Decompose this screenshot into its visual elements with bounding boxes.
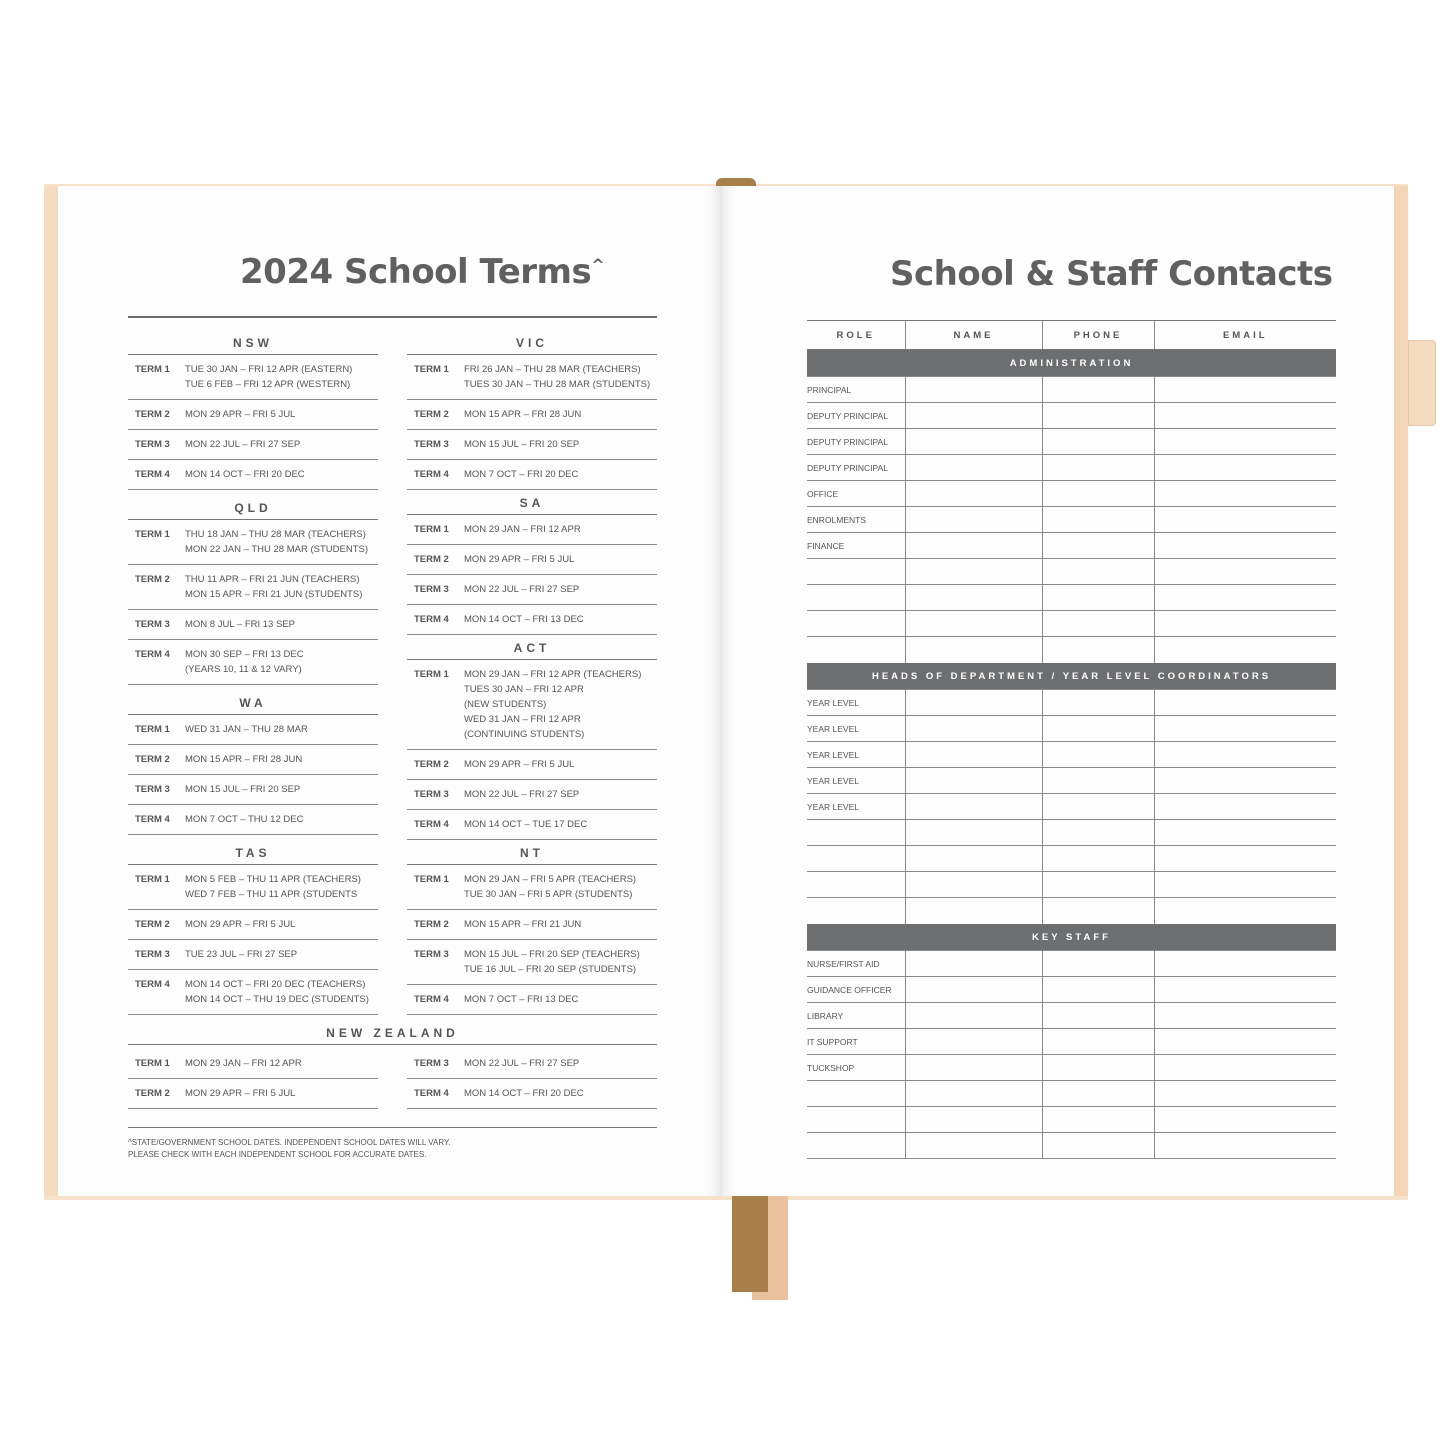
phone-cell[interactable] — [1042, 846, 1154, 872]
term-dates: MON 15 APR – FRI 28 JUN — [185, 754, 303, 765]
term-row — [128, 910, 378, 940]
email-cell[interactable] — [1154, 507, 1336, 533]
term-label: TERM 1 — [135, 874, 170, 885]
term-dates: MON 29 JAN – FRI 12 APR — [464, 524, 581, 535]
term-dates: MON 15 APR – FRI 21 JUN — [464, 919, 582, 930]
contact-row — [807, 611, 1336, 637]
phone-cell[interactable] — [1042, 1081, 1154, 1107]
phone-cell[interactable] — [1042, 872, 1154, 898]
contacts-table — [807, 320, 1336, 1159]
name-cell[interactable] — [905, 507, 1042, 533]
term-row — [407, 1049, 657, 1079]
email-cell[interactable] — [1154, 403, 1336, 429]
term-dates: MON 22 JUL – FRI 27 SEP — [464, 584, 580, 595]
term-dates: MON 14 OCT – FRI 20 DEC (TEACHERS) MON 14 OCT – THU 19 DEC (STUDENTS) — [185, 979, 369, 1005]
name-cell[interactable] — [905, 403, 1042, 429]
nz-left-terms — [128, 1049, 378, 1109]
term-label: TERM 2 — [135, 1088, 170, 1099]
role-cell: DEPUTY PRINCIPAL — [807, 455, 905, 481]
role-cell: YEAR LEVEL — [807, 768, 905, 794]
email-cell[interactable] — [1154, 455, 1336, 481]
term-row — [128, 940, 378, 970]
gap-cell — [905, 898, 1042, 925]
region-qld — [128, 497, 378, 685]
contact-row — [807, 1133, 1336, 1159]
name-cell[interactable] — [905, 977, 1042, 1003]
term-row — [407, 940, 657, 985]
phone-cell[interactable] — [1042, 455, 1154, 481]
role-cell — [807, 585, 905, 611]
term-row — [128, 520, 378, 565]
gap-cell — [807, 898, 905, 925]
column-header-role: ROLE — [807, 321, 905, 350]
term-dates: MON 29 APR – FRI 5 JUL — [185, 919, 296, 930]
name-cell[interactable] — [905, 377, 1042, 403]
term-dates: THU 11 APR – FRI 21 JUN (TEACHERS) MON 15 APR – FRI 21 JUN (STUDENTS) — [185, 574, 363, 600]
phone-cell[interactable] — [1042, 690, 1154, 716]
term-row — [128, 865, 378, 910]
contact-row — [807, 768, 1336, 794]
section-heading: KEY STAFF — [807, 924, 1336, 951]
email-cell[interactable] — [1154, 377, 1336, 403]
term-dates: MON 15 APR – FRI 28 JUN — [464, 409, 582, 420]
contact-row — [807, 1055, 1336, 1081]
region-act — [407, 637, 657, 840]
phone-cell[interactable] — [1042, 1133, 1154, 1159]
term-dates: MON 7 OCT – THU 12 DEC — [185, 814, 304, 825]
term-label: TERM 2 — [414, 409, 449, 420]
role-cell: LIBRARY — [807, 1003, 905, 1029]
term-label: TERM 2 — [135, 919, 170, 930]
term-dates: MON 14 OCT – FRI 13 DEC — [464, 614, 584, 625]
contact-row — [807, 794, 1336, 820]
name-cell[interactable] — [905, 846, 1042, 872]
title-rule — [128, 316, 657, 318]
phone-cell[interactable] — [1042, 1003, 1154, 1029]
role-cell: DEPUTY PRINCIPAL — [807, 429, 905, 455]
email-cell[interactable] — [1154, 977, 1336, 1003]
email-cell[interactable] — [1154, 429, 1336, 455]
region-tas — [128, 842, 378, 1015]
elastic-pen-loop[interactable] — [1408, 340, 1436, 426]
term-row — [407, 430, 657, 460]
email-cell[interactable] — [1154, 611, 1336, 637]
contact-row — [807, 533, 1336, 559]
term-row — [407, 575, 657, 605]
term-row — [128, 610, 378, 640]
role-cell — [807, 1081, 905, 1107]
email-cell[interactable] — [1154, 1081, 1336, 1107]
name-cell[interactable] — [905, 429, 1042, 455]
phone-cell[interactable] — [1042, 585, 1154, 611]
term-label: TERM 4 — [414, 1088, 449, 1099]
contact-row — [807, 846, 1336, 872]
term-row — [128, 460, 378, 490]
term-label: TERM 1 — [135, 1058, 170, 1069]
term-dates: MON 29 APR – FRI 5 JUL — [185, 1088, 296, 1099]
cover-pattern — [1394, 186, 1408, 1196]
name-cell[interactable] — [905, 1107, 1042, 1133]
phone-cell[interactable] — [1042, 533, 1154, 559]
term-row — [128, 970, 378, 1015]
contact-row — [807, 1107, 1336, 1133]
term-dates: MON 29 JAN – FRI 12 APR — [185, 1058, 302, 1069]
email-cell[interactable] — [1154, 690, 1336, 716]
term-dates: MON 14 OCT – FRI 20 DEC — [464, 1088, 584, 1099]
region-nsw — [128, 332, 378, 490]
term-label: TERM 1 — [135, 364, 170, 375]
region-name: ACT — [407, 637, 657, 660]
term-dates: MON 22 JUL – FRI 27 SEP — [185, 439, 301, 450]
phone-cell[interactable] — [1042, 820, 1154, 846]
email-cell[interactable] — [1154, 1133, 1336, 1159]
term-row — [128, 400, 378, 430]
term-label: TERM 2 — [135, 574, 170, 585]
title-text: 2024 School Terms — [240, 252, 592, 292]
phone-cell[interactable] — [1042, 951, 1154, 977]
term-label: TERM 2 — [414, 759, 449, 770]
term-row — [407, 910, 657, 940]
name-cell[interactable] — [905, 794, 1042, 820]
term-label: TERM 4 — [414, 469, 449, 480]
section-heading-row — [807, 663, 1336, 690]
email-cell[interactable] — [1154, 951, 1336, 977]
term-row — [407, 515, 657, 545]
name-cell[interactable] — [905, 1003, 1042, 1029]
footnote: ^STATE/GOVERNMENT SCHOOL DATES. INDEPENDENT SCHOOL DATES WILL VARY. PLEASE CHECK WITH EACH INDEPENDENT SCHOOL FOR ACCURATE DATES. — [128, 1138, 451, 1159]
term-label: TERM 3 — [414, 949, 449, 960]
nz-right-terms — [407, 1049, 657, 1109]
email-cell[interactable] — [1154, 1055, 1336, 1081]
role-cell: YEAR LEVEL — [807, 690, 905, 716]
role-cell: PRINCIPAL — [807, 377, 905, 403]
term-dates: MON 15 JUL – FRI 20 SEP — [464, 439, 580, 450]
term-label: TERM 1 — [414, 669, 449, 680]
region-name: QLD — [128, 497, 378, 520]
phone-cell[interactable] — [1042, 403, 1154, 429]
term-dates: MON 14 OCT – TUE 17 DEC — [464, 819, 588, 830]
term-label: TERM 3 — [414, 1058, 449, 1069]
term-row — [407, 750, 657, 780]
term-dates: THU 18 JAN – THU 28 MAR (TEACHERS) MON 22 JAN – THU 28 MAR (STUDENTS) — [185, 529, 368, 555]
name-cell[interactable] — [905, 611, 1042, 637]
gap-cell — [905, 637, 1042, 664]
role-cell — [807, 1107, 905, 1133]
region-name: VIC — [407, 332, 657, 355]
contact-row — [807, 481, 1336, 507]
section-heading: ADMINISTRATION — [807, 350, 1336, 377]
contact-row — [807, 507, 1336, 533]
term-label: TERM 3 — [414, 584, 449, 595]
contacts-body — [807, 350, 1336, 1159]
term-row — [128, 805, 378, 835]
term-dates: MON 15 JUL – FRI 20 SEP (TEACHERS) TUE 16 JUL – FRI 20 SEP (STUDENTS) — [464, 949, 640, 975]
role-cell: DEPUTY PRINCIPAL — [807, 403, 905, 429]
term-label: TERM 4 — [414, 614, 449, 625]
contacts-header-row — [807, 321, 1336, 350]
term-row — [128, 565, 378, 610]
contact-row — [807, 1029, 1336, 1055]
term-row — [128, 640, 378, 685]
name-cell[interactable] — [905, 481, 1042, 507]
term-dates: TUE 30 JAN – FRI 12 APR (EASTERN) TUE 6 FEB – FRI 12 APR (WESTERN) — [185, 364, 353, 390]
role-cell: GUIDANCE OFFICER — [807, 977, 905, 1003]
email-cell[interactable] — [1154, 794, 1336, 820]
role-cell — [807, 820, 905, 846]
name-cell[interactable] — [905, 951, 1042, 977]
email-cell[interactable] — [1154, 716, 1336, 742]
term-label: TERM 2 — [414, 919, 449, 930]
term-dates: MON 7 OCT – FRI 13 DEC — [464, 994, 579, 1005]
email-cell[interactable] — [1154, 872, 1336, 898]
term-label: TERM 1 — [135, 529, 170, 540]
name-cell[interactable] — [905, 872, 1042, 898]
term-label: TERM 1 — [135, 724, 170, 735]
term-dates: MON 15 JUL – FRI 20 SEP — [185, 784, 301, 795]
contact-row — [807, 455, 1336, 481]
email-cell[interactable] — [1154, 820, 1336, 846]
contact-row — [807, 716, 1336, 742]
term-row — [407, 605, 657, 635]
name-cell[interactable] — [905, 1029, 1042, 1055]
term-row — [407, 400, 657, 430]
contact-row — [807, 820, 1336, 846]
term-dates: MON 29 JAN – FRI 12 APR (TEACHERS) TUES 30 JAN – FRI 12 APR (NEW STUDENTS) WED 31 JAN – FRI 12 APR (CONTINUING STUDENTS) — [464, 669, 642, 740]
email-cell[interactable] — [1154, 559, 1336, 585]
contact-row — [807, 429, 1336, 455]
term-label: TERM 1 — [414, 364, 449, 375]
phone-cell[interactable] — [1042, 977, 1154, 1003]
term-row — [407, 545, 657, 575]
role-cell: FINANCE — [807, 533, 905, 559]
term-dates: MON 5 FEB – THU 11 APR (TEACHERS) WED 7 FEB – THU 11 APR (STUDENTS — [185, 874, 361, 900]
phone-cell[interactable] — [1042, 1029, 1154, 1055]
term-dates: MON 30 SEP – FRI 13 DEC (YEARS 10, 11 & 12 VARY) — [185, 649, 304, 675]
term-label: TERM 2 — [135, 409, 170, 420]
email-cell[interactable] — [1154, 1003, 1336, 1029]
name-cell[interactable] — [905, 1081, 1042, 1107]
role-cell: YEAR LEVEL — [807, 716, 905, 742]
section-heading: HEADS OF DEPARTMENT / YEAR LEVEL COORDINATORS — [807, 663, 1336, 690]
contact-row — [807, 742, 1336, 768]
name-cell[interactable] — [905, 1055, 1042, 1081]
contact-row — [807, 377, 1336, 403]
term-row — [128, 1079, 378, 1109]
email-cell[interactable] — [1154, 481, 1336, 507]
term-label: TERM 3 — [414, 439, 449, 450]
phone-cell[interactable] — [1042, 481, 1154, 507]
term-label: TERM 1 — [414, 874, 449, 885]
phone-cell[interactable] — [1042, 377, 1154, 403]
term-label: TERM 4 — [135, 979, 170, 990]
term-row — [128, 715, 378, 745]
term-dates: MON 29 APR – FRI 5 JUL — [464, 554, 575, 565]
school-terms-title — [240, 252, 604, 292]
role-cell — [807, 1133, 905, 1159]
role-cell: YEAR LEVEL — [807, 742, 905, 768]
phone-cell[interactable] — [1042, 1107, 1154, 1133]
term-label: TERM 3 — [414, 789, 449, 800]
gap-cell — [1042, 637, 1154, 664]
term-label: TERM 4 — [135, 814, 170, 825]
term-row — [407, 355, 657, 400]
phone-cell[interactable] — [1042, 768, 1154, 794]
region-name: NEW ZEALAND — [128, 1022, 657, 1045]
term-dates: TUE 23 JUL – FRI 27 SEP — [185, 949, 298, 960]
region-vic — [407, 332, 657, 490]
term-dates: MON 14 OCT – FRI 20 DEC — [185, 469, 305, 480]
role-cell: IT SUPPORT — [807, 1029, 905, 1055]
title-mark: ^ — [591, 255, 605, 275]
name-cell[interactable] — [905, 716, 1042, 742]
gap-cell — [1154, 898, 1336, 925]
footnote-rule — [128, 1127, 657, 1128]
term-label: TERM 4 — [414, 994, 449, 1005]
cover-pattern — [44, 186, 58, 1196]
region-name: NT — [407, 842, 657, 865]
term-row — [128, 430, 378, 460]
term-label: TERM 1 — [414, 524, 449, 535]
contact-row — [807, 1081, 1336, 1107]
term-dates: WED 31 JAN – THU 28 MAR — [185, 724, 308, 735]
contact-row — [807, 872, 1336, 898]
region-wa — [128, 692, 378, 835]
name-cell[interactable] — [905, 742, 1042, 768]
phone-cell[interactable] — [1042, 611, 1154, 637]
role-cell: NURSE/FIRST AID — [807, 951, 905, 977]
role-cell — [807, 559, 905, 585]
term-label: TERM 4 — [135, 649, 170, 660]
gap-cell — [1154, 637, 1336, 664]
term-row — [407, 660, 657, 750]
term-dates: MON 7 OCT – FRI 20 DEC — [464, 469, 579, 480]
term-row — [407, 780, 657, 810]
role-cell — [807, 846, 905, 872]
term-dates: MON 22 JUL – FRI 27 SEP — [464, 1058, 580, 1069]
phone-cell[interactable] — [1042, 716, 1154, 742]
email-cell[interactable] — [1154, 533, 1336, 559]
term-label: TERM 2 — [414, 554, 449, 565]
region-name: SA — [407, 492, 657, 515]
term-label: TERM 4 — [135, 469, 170, 480]
name-cell[interactable] — [905, 768, 1042, 794]
column-header-email: EMAIL — [1154, 321, 1336, 350]
section-gap — [807, 898, 1336, 925]
term-row — [407, 810, 657, 840]
term-row — [128, 745, 378, 775]
region-new-zealand — [128, 1022, 657, 1045]
role-cell — [807, 872, 905, 898]
term-row — [407, 1079, 657, 1109]
contacts-title: School & Staff Contacts — [890, 254, 1333, 294]
term-label: TERM 3 — [135, 439, 170, 450]
term-dates: FRI 26 JAN – THU 28 MAR (TEACHERS) TUES 30 JAN – THU 28 MAR (STUDENTS) — [464, 364, 651, 390]
phone-cell[interactable] — [1042, 507, 1154, 533]
contact-row — [807, 977, 1336, 1003]
region-name: TAS — [128, 842, 378, 865]
term-row — [407, 865, 657, 910]
region-sa — [407, 492, 657, 635]
term-row — [128, 775, 378, 805]
phone-cell[interactable] — [1042, 1055, 1154, 1081]
contact-row — [807, 559, 1336, 585]
contact-row — [807, 1003, 1336, 1029]
gap-cell — [807, 637, 905, 664]
name-cell[interactable] — [905, 455, 1042, 481]
region-nt — [407, 842, 657, 1015]
email-cell[interactable] — [1154, 742, 1336, 768]
term-label: TERM 3 — [135, 949, 170, 960]
email-cell[interactable] — [1154, 585, 1336, 611]
contact-row — [807, 690, 1336, 716]
region-name: WA — [128, 692, 378, 715]
contact-row — [807, 585, 1336, 611]
name-cell[interactable] — [905, 533, 1042, 559]
term-label: TERM 3 — [135, 784, 170, 795]
term-dates: MON 22 JUL – FRI 27 SEP — [464, 789, 580, 800]
section-heading-row — [807, 350, 1336, 377]
phone-cell[interactable] — [1042, 742, 1154, 768]
term-dates: MON 29 APR – FRI 5 JUL — [464, 759, 575, 770]
contact-row — [807, 951, 1336, 977]
gap-cell — [1042, 898, 1154, 925]
column-header-phone: PHONE — [1042, 321, 1154, 350]
term-label: TERM 4 — [414, 819, 449, 830]
name-cell[interactable] — [905, 820, 1042, 846]
contact-row — [807, 403, 1336, 429]
term-label: TERM 2 — [135, 754, 170, 765]
email-cell[interactable] — [1154, 768, 1336, 794]
term-label: TERM 3 — [135, 619, 170, 630]
role-cell: OFFICE — [807, 481, 905, 507]
phone-cell[interactable] — [1042, 559, 1154, 585]
term-row — [407, 460, 657, 490]
name-cell[interactable] — [905, 690, 1042, 716]
region-name: NSW — [128, 332, 378, 355]
role-cell: TUCKSHOP — [807, 1055, 905, 1081]
term-row — [407, 985, 657, 1015]
section-gap — [807, 637, 1336, 664]
term-row — [128, 355, 378, 400]
term-dates: MON 29 JAN – FRI 5 APR (TEACHERS) TUE 30 JAN – FRI 5 APR (STUDENTS) — [464, 874, 637, 900]
name-cell[interactable] — [905, 1133, 1042, 1159]
column-header-name: NAME — [905, 321, 1042, 350]
term-dates: MON 29 APR – FRI 5 JUL — [185, 409, 296, 420]
term-row — [128, 1049, 378, 1079]
role-cell: ENROLMENTS — [807, 507, 905, 533]
role-cell — [807, 611, 905, 637]
name-cell[interactable] — [905, 585, 1042, 611]
phone-cell[interactable] — [1042, 429, 1154, 455]
term-dates: MON 8 JUL – FRI 13 SEP — [185, 619, 295, 630]
bookmark-ribbon-gold[interactable] — [732, 1196, 768, 1292]
email-cell[interactable] — [1154, 846, 1336, 872]
role-cell: YEAR LEVEL — [807, 794, 905, 820]
phone-cell[interactable] — [1042, 794, 1154, 820]
email-cell[interactable] — [1154, 1029, 1336, 1055]
name-cell[interactable] — [905, 559, 1042, 585]
section-heading-row — [807, 924, 1336, 951]
email-cell[interactable] — [1154, 1107, 1336, 1133]
